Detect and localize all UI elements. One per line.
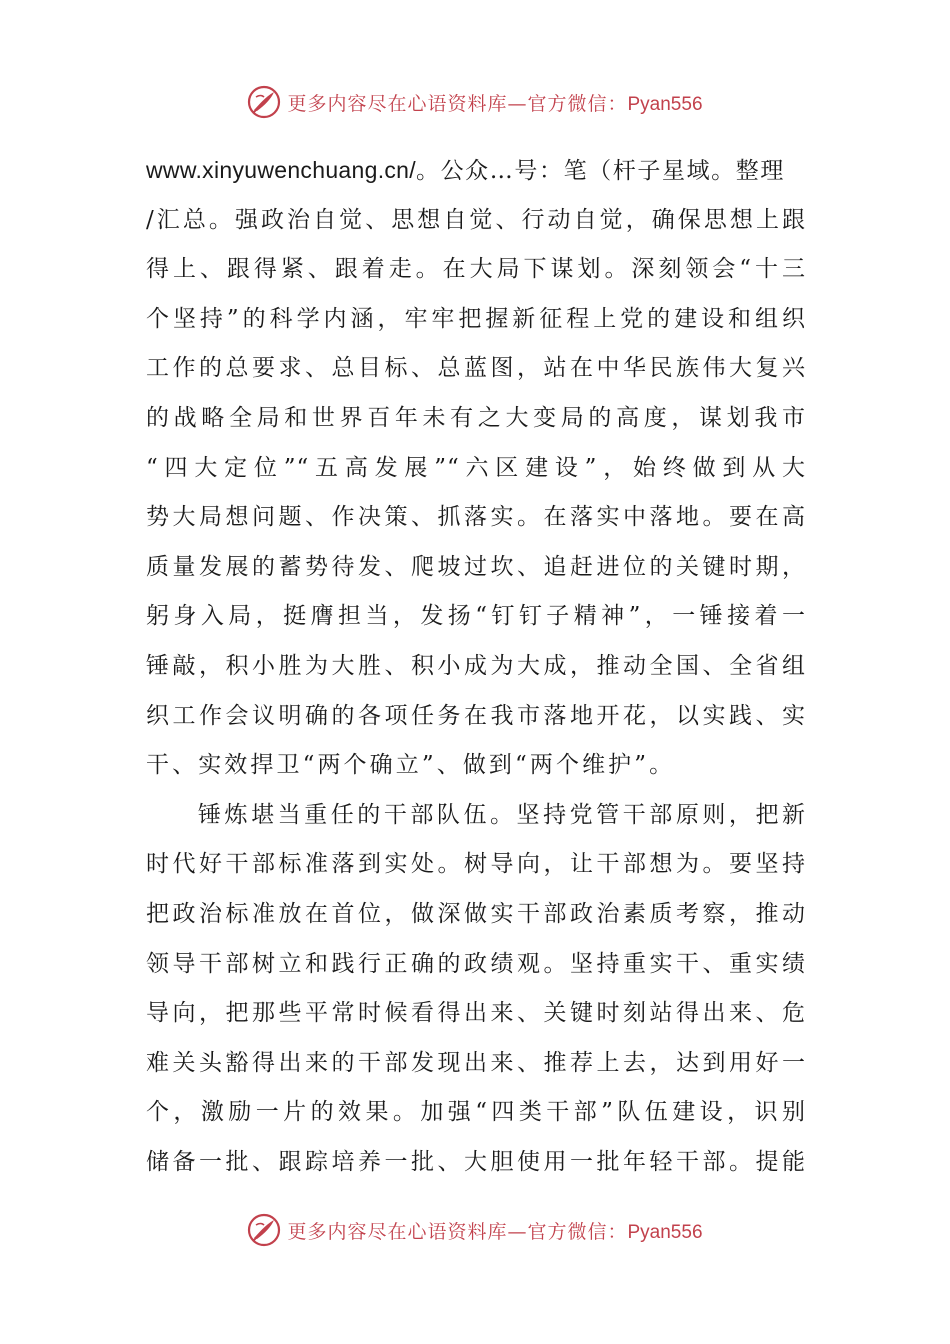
body-line: 躬身入局，挺膺担当，发扬“钉钉子精神”，一锤接着一 [146,603,806,630]
body-line: 干、实效捍卫“两个确立”、做到“两个维护”。 [146,752,676,779]
body-line: 织工作会议明确的各项任务在我市落地开花，以实践、实 [146,702,806,729]
quill-logo-icon [247,85,281,119]
body-line: 工作的总要求、总目标、总蓝图，站在中华民族伟大复兴 [146,355,806,382]
body-line: 导向，把那些平常时候看得出来、关键时刻站得出来、危 [146,1000,806,1027]
footer-wechat-label: 官方微信： [527,1220,628,1243]
body-line: 锤敲，积小胜为大胜、积小成为大成，推动全国、全省组 [146,652,806,679]
body-line: 得上、跟得紧、跟着走。在大局下谋划。深刻领会“十三 [146,256,806,283]
body-line: 难关头豁得出来的干部发现出来、推荐上去，达到用好一 [146,1049,806,1076]
body-line: 的战略全局和世界百年未有之大变局的高度，谋划我市 [146,404,806,431]
body-line: 领导干部树立和践行正确的政绩观。坚持重实干、重实绩 [146,950,806,977]
footer-separator: — [507,1220,528,1243]
document-body [146,146,806,1187]
body-line: “四大定位”“五高发展”“六区建设”，始终做到从大 [146,454,806,481]
body-line: 势大局想问题、作决策、抓落实。在落实中落地。要在高 [146,504,806,531]
body-line: 把政治标准放在首位，做深做实干部政治素质考察，推动 [146,900,806,927]
body-line: 质量发展的蓄势待发、爬坡过坎、追赶进位的关键时期， [146,553,806,580]
body-line-rest: 。公众…号：笔（杆子星域。整理 [415,158,785,184]
body-line: 个坚持”的科学内涵，牢牢把握新征程上党的建设和组织 [146,305,806,332]
footer-wechat-id: Pyan556 [627,1221,703,1243]
body-line [146,146,806,196]
body-line: 时代好干部标准落到实处。树导向，让干部想为。要坚持 [146,851,806,878]
header-separator: — [507,92,528,115]
header-banner-text [287,89,702,116]
body-line: /汇总。强政治自觉、思想自觉、行动自觉，确保思想上跟 [146,206,806,233]
paragraph-first-line: 锤炼堪当重任的干部队伍。坚持党管干部原则，把新 [198,801,806,828]
header-wechat-id: Pyan556 [627,93,703,115]
footer-brand-text: 更多内容尽在心语资料库 [287,1220,508,1243]
body-line: 个，激励一片的效果。加强“四类干部”队伍建设，识别 [146,1099,806,1126]
footer-banner-text [287,1217,702,1244]
header-brand-text: 更多内容尽在心语资料库 [287,92,508,115]
quill-logo-icon [247,1213,281,1247]
website-url: www.xinyuwenchuang.cn/ [146,157,416,183]
header-wechat-label: 官方微信： [527,92,628,115]
body-line: 储备一批、跟踪培养一批、大胆使用一批年轻干部。提能 [146,1148,806,1175]
header-banner [0,82,950,122]
footer-banner [0,1210,950,1250]
